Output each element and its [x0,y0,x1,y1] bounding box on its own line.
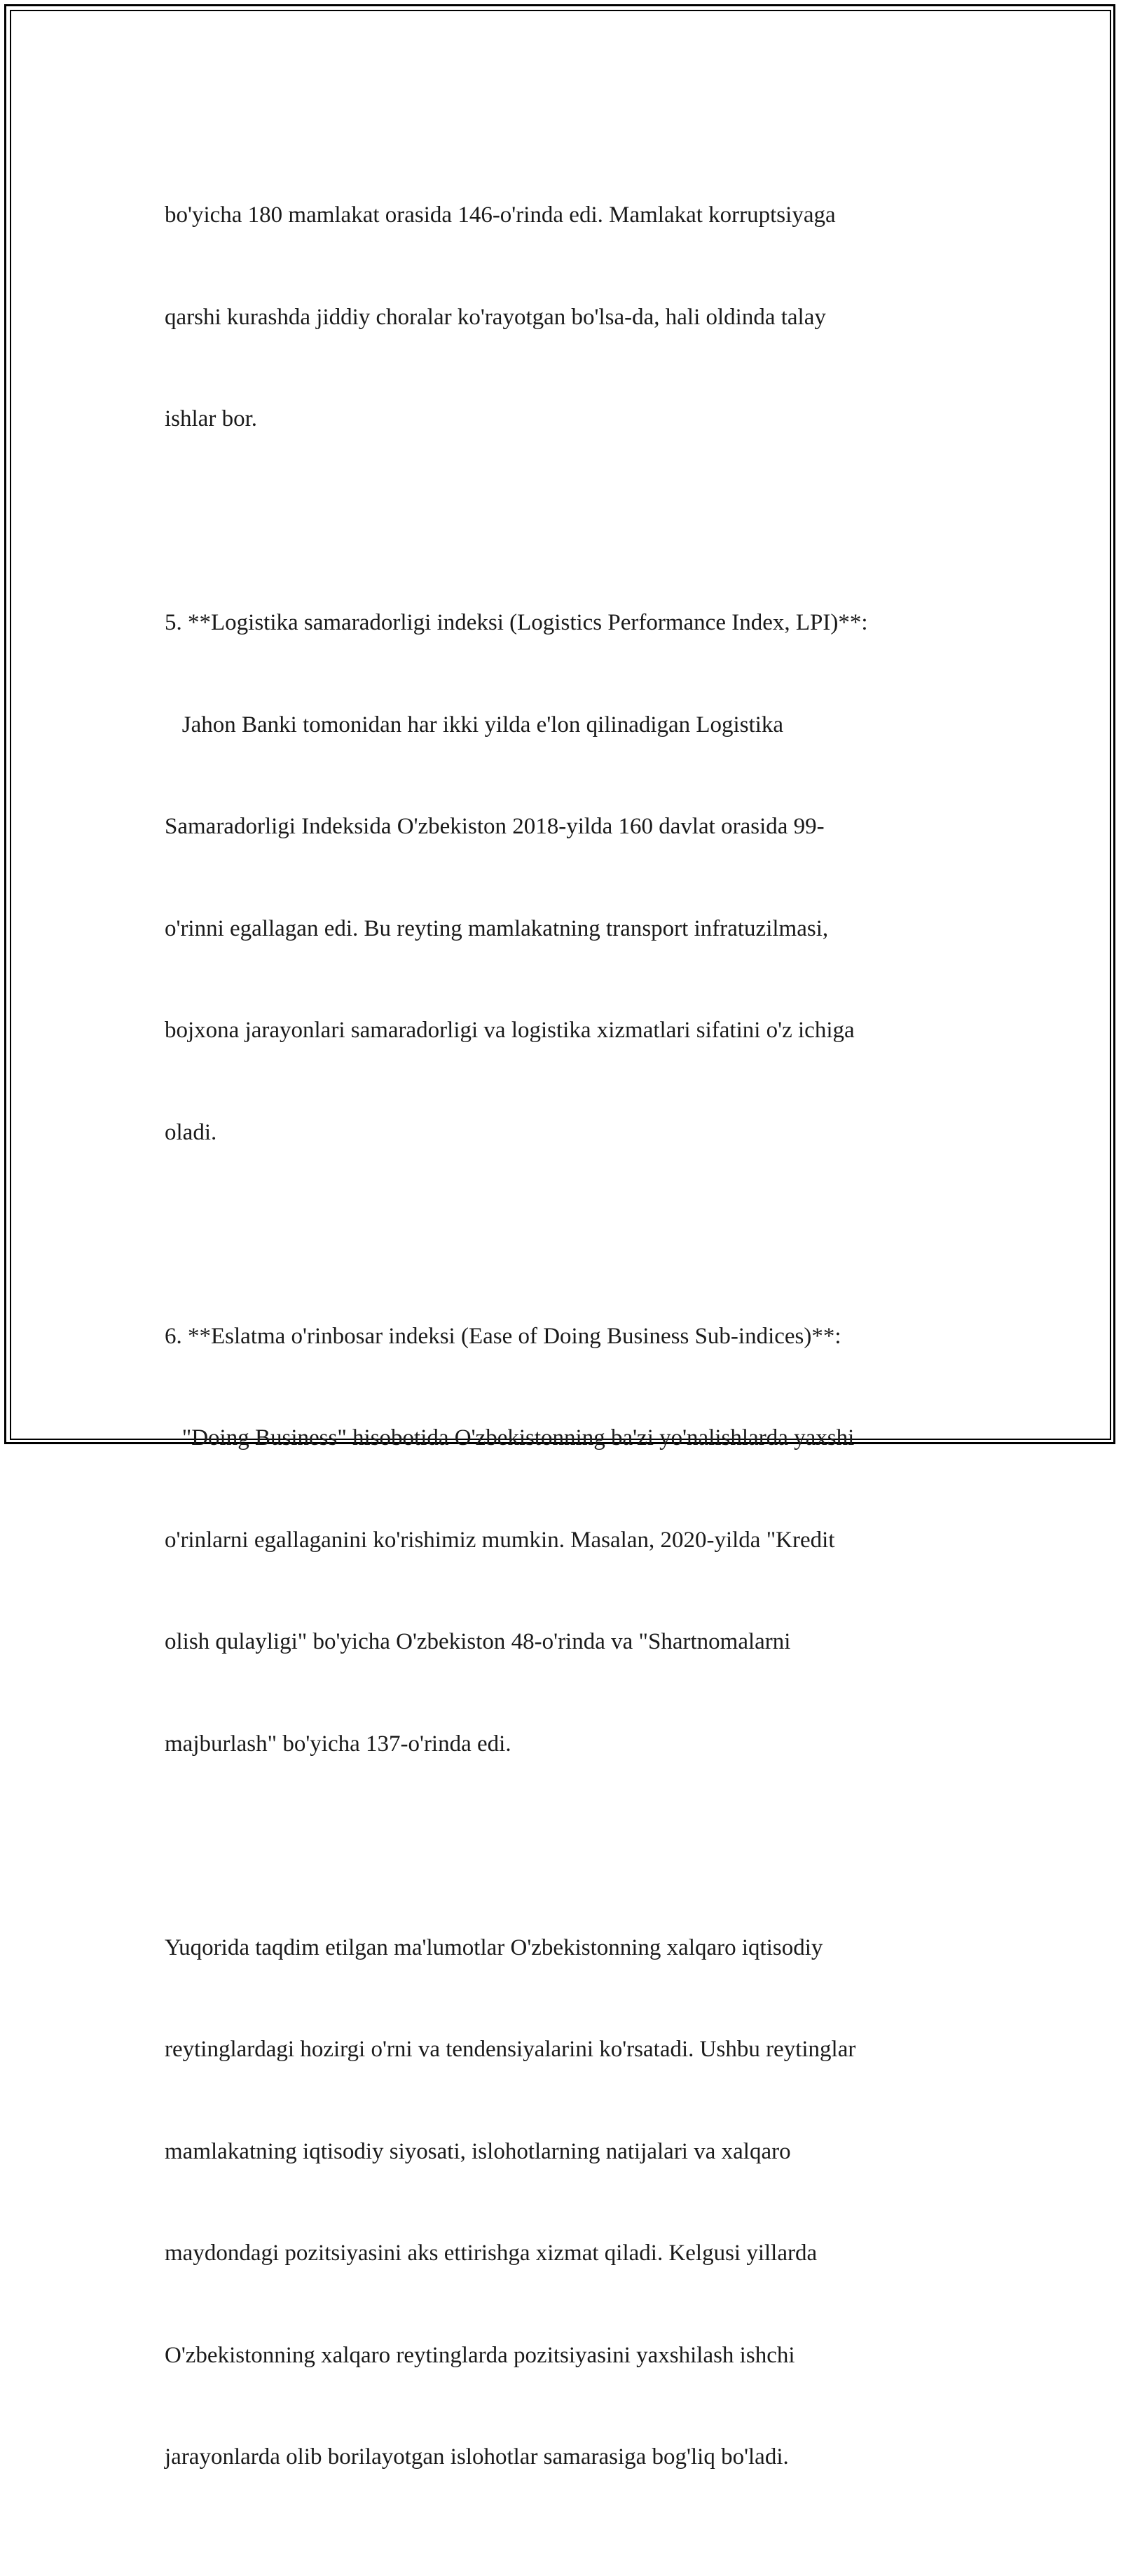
text-line: qarshi kurashda jiddiy choralar ko'rayotgan bo'lsa-da, hali oldinda talay [165,304,826,330]
paragraph-doing-business [165,1252,963,1829]
text-line: 6. **Eslatma o'rinbosar indeksi (Ease of Doing Business Sub-indices)**: [165,1323,841,1349]
document-body [165,130,963,2576]
text-line: mamlakatning iqtisodiy siyosati, islohotlarning natijalari va xalqaro [165,2138,791,2164]
paragraph-conclusion [165,1863,963,2542]
text-line: "Doing Business" hisobotida O'zbekistonning ba'zi yo'nalishlarda yaxshi [165,1425,855,1450]
text-line: bojxona jarayonlari samaradorligi va logistika xizmatlari sifatini o'z ichiga [165,1018,855,1043]
text-line: Yuqorida taqdim etilgan ma'lumotlar O'zbekistonning xalqaro iqtisodiy [165,1934,823,1960]
text-line: jarayonlarda olib borilayotgan islohotlar samarasiga bog'liq bo'ladi. [165,2444,789,2470]
text-line: Samaradorligi Indeksida O'zbekiston 2018-yilda 160 davlat orasida 99- [165,814,825,839]
text-line: maydondagi pozitsiyasini aks ettirishga xizmat qiladi. Kelgusi yillarda [165,2241,818,2266]
text-line: bo'yicha 180 mamlakat orasida 146-o'rinda edi. Mamlakat korruptsiyaga [165,202,836,228]
text-line: o'rinlarni egallaganini ko'rishimiz mumkin. Masalan, 2020-yilda "Kredit [165,1527,835,1553]
text-line: majburlash" bo'yicha 137-o'rinda edi. [165,1731,511,1757]
text-line: oladi. [165,1119,217,1145]
text-line: reytinglardagi hozirgi o'rni va tendensiyalarini ko'rsatadi. Ushbu reytinglar [165,2037,856,2062]
text-line: olish qulayligi" bo'yicha O'zbekiston 48-o'rinda va "Shartnomalarni [165,1629,791,1654]
text-line: 5. **Logistika samaradorligi indeksi (Logistics Performance Index, LPI)**: [165,610,868,635]
text-line: o'rinni egallagan edi. Bu reyting mamlakatning transport infratuzilmasi, [165,915,829,941]
text-line: O'zbekistonning xalqaro reytinglarda pozitsiyasini yaxshilash ishchi [165,2342,795,2368]
text-line: ishlar bor. [165,406,257,431]
text-line: Jahon Banki tomonidan har ikki yilda e'lon qilinadigan Logistika [165,712,784,738]
paragraph-logistics-index [165,538,963,1217]
paragraph-corruption-continued [165,130,963,504]
